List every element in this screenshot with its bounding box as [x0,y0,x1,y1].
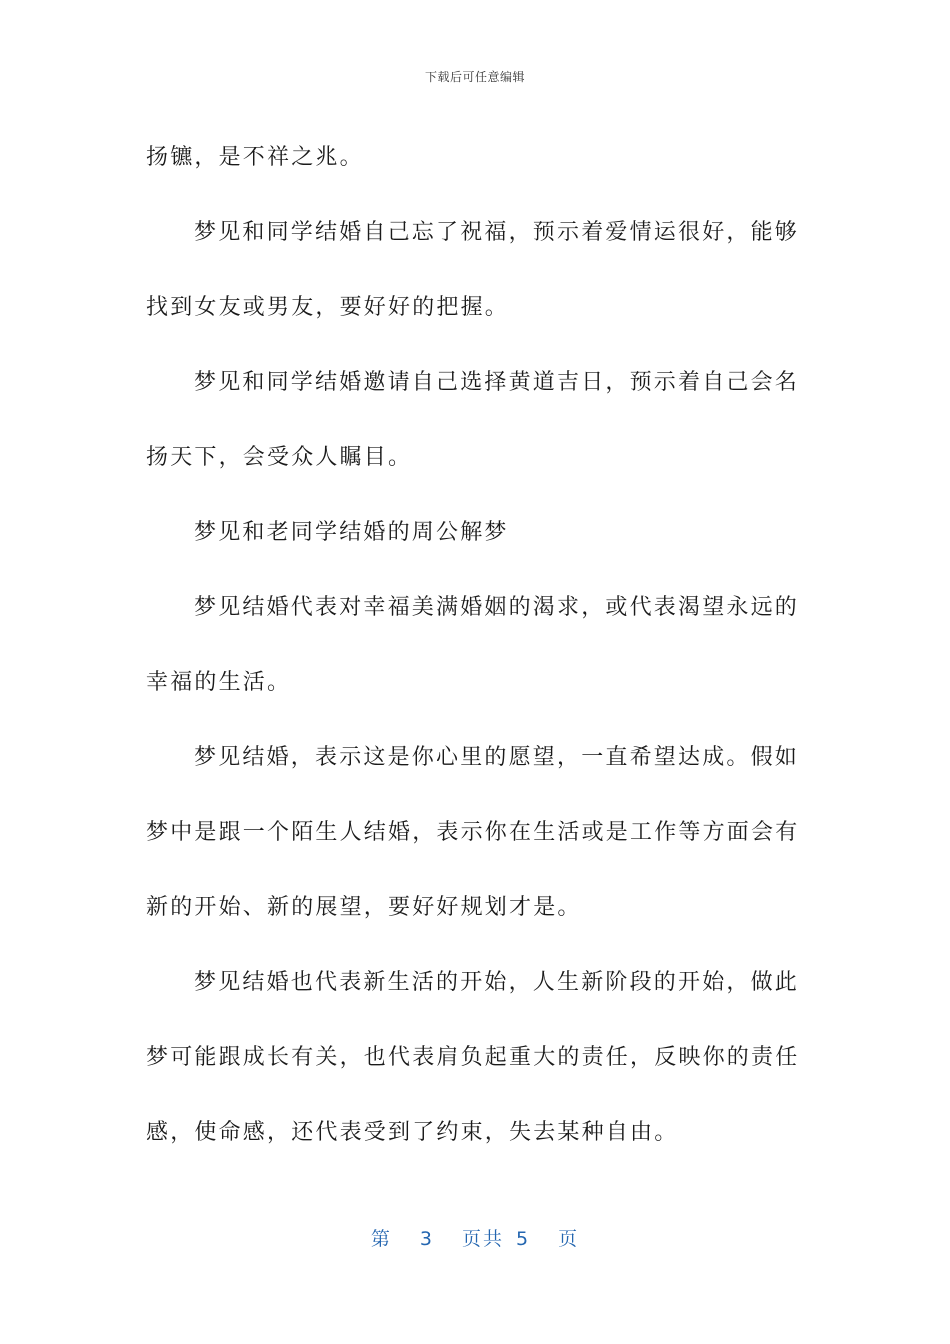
paragraph-6 [146,945,800,1170]
paragraph-2 [146,195,800,345]
text-line: 梦见结婚，表示这是你心里的愿望，一直希望达成。假如 [194,745,800,770]
paragraph-1 [146,120,796,195]
footer-prefix: 第 [370,1228,392,1250]
footer-suffix: 页 [558,1228,580,1250]
text-line: 扬镳，是不祥之兆。 [146,145,364,170]
text-line: 梦中是跟一个陌生人结婚，表示你在生活或是工作等方面会有 [146,820,800,845]
text-line: 梦见结婚代表对幸福美满婚姻的渴求，或代表渴望永远的 [194,595,800,620]
current-page-number: 3 [419,1228,434,1250]
paragraph-5 [146,720,800,945]
page-header: 下载后可任意编辑 [424,70,525,84]
text-line: 梦见结婚也代表新生活的开始，人生新阶段的开始，做此 [194,970,800,995]
total-pages-number: 5 [516,1228,531,1250]
text-line: 幸福的生活。 [146,670,292,695]
paragraph-4 [146,570,800,720]
text-line: 找到女友或男友，要好好的把握。 [146,295,510,320]
footer-middle: 页共 [461,1228,504,1250]
paragraph-3 [146,345,800,495]
text-line: 梦可能跟成长有关，也代表肩负起重大的责任，反映你的责任 [146,1045,800,1070]
text-line: 梦见和同学结婚邀请自己选择黄道吉日，预示着自己会名 [194,370,800,395]
text-line: 梦见和老同学结婚的周公解梦 [194,520,509,545]
text-line: 梦见和同学结婚自己忘了祝福，预示着爱情运很好，能够 [194,220,800,245]
text-line: 扬天下，会受众人瞩目。 [146,445,413,470]
page-footer [0,1224,950,1251]
section-heading [146,495,796,570]
text-line: 新的开始、新的展望，要好好规划才是。 [146,895,582,920]
document-body [146,120,800,1170]
text-line: 感，使命感，还代表受到了约束，失去某种自由。 [146,1120,679,1145]
